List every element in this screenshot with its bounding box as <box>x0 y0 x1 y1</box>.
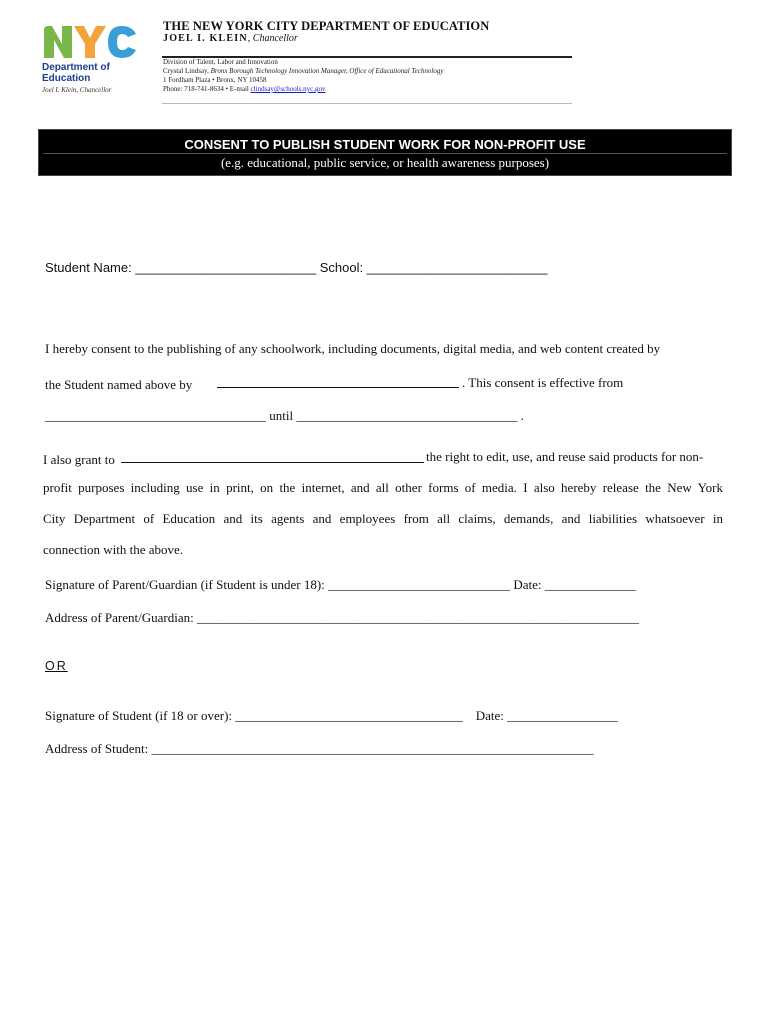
chancellor-title: Chancellor <box>252 33 298 44</box>
period-mark: . <box>520 408 524 423</box>
student-name-label: Student Name: <box>45 260 132 275</box>
parent-date-field[interactable]: ______________ <box>544 577 636 592</box>
department-title: THE NEW YORK CITY DEPARTMENT OF EDUCATION <box>163 19 490 33</box>
student-signature-field[interactable]: ___________________________________ <box>235 708 463 723</box>
parent-address-field[interactable]: ____________________________________________________________________ <box>197 610 639 625</box>
contact-email-link[interactable]: clindsay@schools.nyc.gov <box>250 85 326 93</box>
parent-signature-line <box>45 577 636 593</box>
student-signature-label: Signature of Student (if 18 or over): <box>45 708 233 723</box>
school-field[interactable]: _________________________ <box>366 260 548 275</box>
student-date-field[interactable]: _________________ <box>507 708 618 723</box>
parent-address-label: Address of Parent/Guardian: <box>45 610 194 625</box>
parent-date-label: Date: <box>513 577 542 592</box>
title-banner <box>38 129 732 176</box>
consent-line-1: I hereby consent to the publishing of any schoolwork, including documents, digital media, and web content created by <box>45 341 661 356</box>
until-label: until <box>269 408 294 423</box>
grant-end: the right to edit, use, and reuse said products for non- <box>426 449 704 464</box>
parent-address-line <box>45 610 639 626</box>
student-address-field[interactable]: ____________________________________________________________________ <box>151 741 594 756</box>
grant-line-2: profit purposes including use in print, on the internet, and all other forms of media. I also hereby release the New York <box>43 480 723 495</box>
consent-line-2-start: the Student named above by <box>45 377 193 392</box>
consent-line-2-end: . This consent is effective from <box>462 375 624 390</box>
contact-division: Division of Talent, Labor and Innovation <box>163 58 278 66</box>
nyc-logo-icon <box>42 24 138 60</box>
student-signature-line <box>45 708 618 724</box>
form-subtitle: (e.g. educational, public service, or health awareness purposes) <box>220 155 550 170</box>
contact-block <box>163 58 443 94</box>
contact-phone-line <box>163 85 443 94</box>
logo-chancellor-text: Joel I. Klein, Chancellor <box>42 86 112 94</box>
effective-dates-line <box>45 408 524 424</box>
student-info-line <box>45 260 547 275</box>
chancellor-line: JOEL I. KLEIN, Chancellor <box>163 33 298 44</box>
contact-address: 1 Fordham Plaza • Bronx, NY 10458 <box>163 76 267 84</box>
student-address-label: Address of Student: <box>45 741 149 756</box>
logo-department-text: Department of Education <box>42 62 110 84</box>
or-separator: OR <box>45 659 68 673</box>
date-to-field[interactable]: __________________________________ <box>296 408 518 423</box>
student-name-field[interactable]: _________________________ <box>135 260 317 275</box>
nyc-doe-logo <box>42 24 142 94</box>
date-from-field[interactable]: __________________________________ <box>45 408 266 423</box>
parent-signature-label: Signature of Parent/Guardian (if Student is under 18): <box>45 577 325 592</box>
chancellor-name: JOEL I. KLEIN <box>163 33 248 44</box>
grantee-field[interactable] <box>121 462 424 463</box>
parent-signature-field[interactable]: ____________________________ <box>328 577 511 592</box>
student-address-line <box>45 741 594 757</box>
grant-line-3: City Department of Education and its agents and employees from all claims, demands, and liabilities whatsoever in <box>43 511 723 526</box>
banner-divider <box>43 153 727 154</box>
form-title: CONSENT TO PUBLISH STUDENT WORK FOR NON-PROFIT USE <box>184 137 586 152</box>
contact-person: Crystal Lindsay, <box>163 67 209 75</box>
student-date-label: Date: <box>475 708 504 723</box>
consenting-party-field[interactable] <box>217 387 459 388</box>
header-divider-bottom <box>162 103 572 104</box>
school-label: School: <box>319 260 364 275</box>
contact-role: Bronx Borough Technology Innovation Manager, Office of Educational Technology <box>210 67 444 75</box>
grant-start: I also grant to <box>43 452 115 467</box>
contact-phone: Phone: 718-741-8634 • E-mail <box>163 85 249 93</box>
grant-line-4: connection with the above. <box>43 542 184 557</box>
contact-person-line <box>163 67 443 76</box>
